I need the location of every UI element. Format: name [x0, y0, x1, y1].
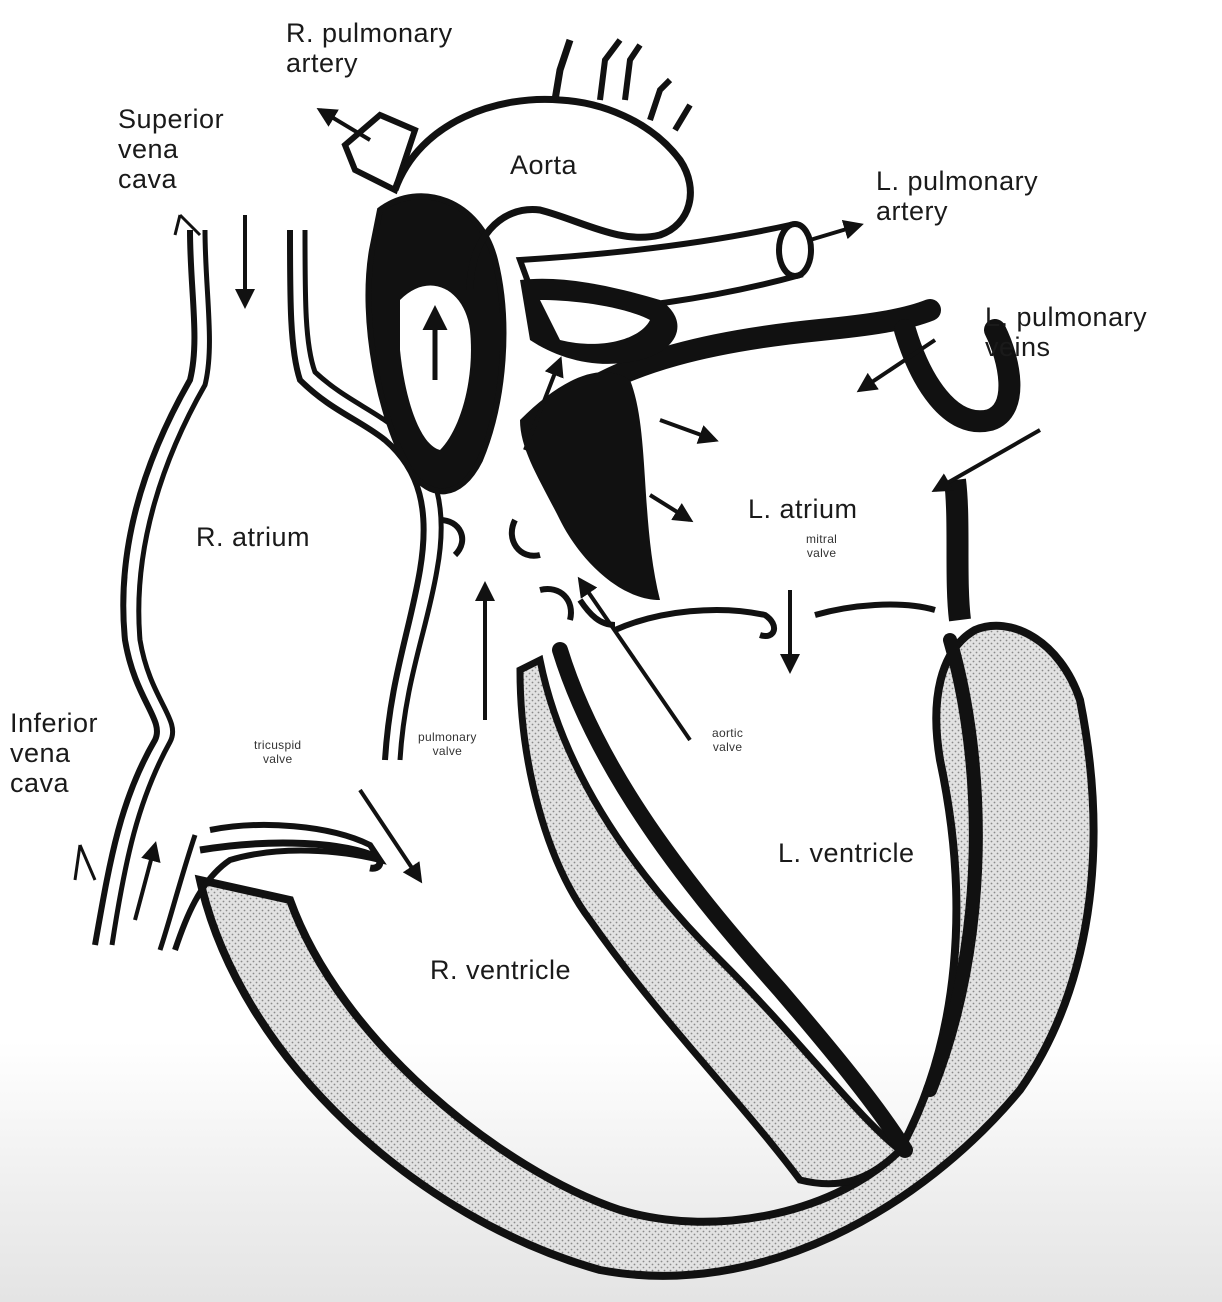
label-l-ventricle: L. ventricle — [778, 838, 915, 868]
label-l-pulmonary-veins-line-2: veins — [985, 332, 1051, 362]
label-r-pulmonary-artery — [286, 18, 453, 78]
label-mitral-valve-line-1: mitral — [806, 532, 838, 546]
label-l-atrium: L. atrium — [748, 494, 858, 524]
label-r-atrium: R. atrium — [196, 522, 311, 552]
label-inferior-vena-cava-line-1: Inferior — [10, 708, 99, 738]
inferior-vena-cava-inner — [160, 835, 195, 950]
aorta-branch-2 — [600, 40, 640, 100]
label-l-pulmonary-artery-line-1: L. pulmonary — [876, 166, 1039, 196]
label-superior-vena-cava-line-1: Superior — [118, 104, 225, 134]
label-pulmonary-valve — [418, 730, 477, 758]
arrow-inferior-vena-cava — [135, 845, 155, 920]
label-r-pulmonary-artery-line-2: artery — [286, 48, 359, 78]
label-r-pulmonary-artery-line-1: R. pulmonary — [286, 18, 453, 48]
interventricular-septum — [520, 660, 900, 1184]
label-aortic-valve — [712, 726, 743, 754]
label-mitral-valve-line-2: valve — [806, 546, 837, 560]
label-mitral-valve — [806, 532, 837, 560]
aortic-valve-cusps — [540, 589, 615, 625]
label-superior-vena-cava — [118, 104, 224, 194]
label-l-pulmonary-veins — [985, 302, 1147, 362]
arrow-tricuspid-valve — [360, 790, 420, 880]
label-aortic-valve-line-1: aortic — [712, 726, 744, 740]
label-l-pulmonary-artery — [876, 166, 1038, 226]
arrow-l-pulmonary-vein-lower — [935, 430, 1040, 490]
label-inferior-vena-cava-line-2: vena — [10, 738, 71, 768]
label-tricuspid-valve — [254, 738, 301, 766]
arrow-r-pulmonary-artery — [320, 110, 370, 140]
label-aorta: Aorta — [510, 150, 578, 180]
aorta-branch-1 — [555, 40, 570, 100]
label-aortic-valve-line-2: valve — [712, 740, 743, 754]
label-inferior-vena-cava-line-3: cava — [10, 768, 70, 798]
aorta-branch-3 — [650, 80, 690, 130]
arrow-pulmonary-veins-right-1 — [660, 420, 715, 440]
pulmonary-valve-cusps — [440, 520, 540, 556]
arrow-l-pulmonary-artery — [810, 225, 860, 240]
label-l-pulmonary-veins-line-1: L. pulmonary — [985, 302, 1148, 332]
l-pulmonary-artery-opening — [779, 224, 811, 276]
label-tricuspid-valve-line-2: valve — [262, 752, 293, 766]
arrow-pulmonary-veins-right-2 — [650, 495, 690, 520]
superior-vena-cava-left-wall — [95, 230, 194, 945]
label-pulmonary-valve-line-2: valve — [432, 744, 463, 758]
label-inferior-vena-cava — [10, 708, 98, 798]
label-r-ventricle: R. ventricle — [430, 955, 572, 985]
label-l-pulmonary-artery-line-2: artery — [876, 196, 949, 226]
leader-inferior-vena-cava — [75, 845, 95, 880]
mitral-valve-flap-left — [615, 610, 774, 636]
label-pulmonary-valve-line-1: pulmonary — [418, 730, 477, 744]
arrow-aortic-valve — [580, 580, 690, 740]
label-tricuspid-valve-line-1: tricuspid — [254, 738, 302, 752]
label-superior-vena-cava-line-2: vena — [118, 134, 179, 164]
left-atrium-wall-right — [955, 480, 960, 620]
label-superior-vena-cava-line-3: cava — [118, 164, 178, 194]
r-pulmonary-artery-stub — [345, 115, 415, 190]
mitral-valve-flap-right — [815, 605, 935, 615]
